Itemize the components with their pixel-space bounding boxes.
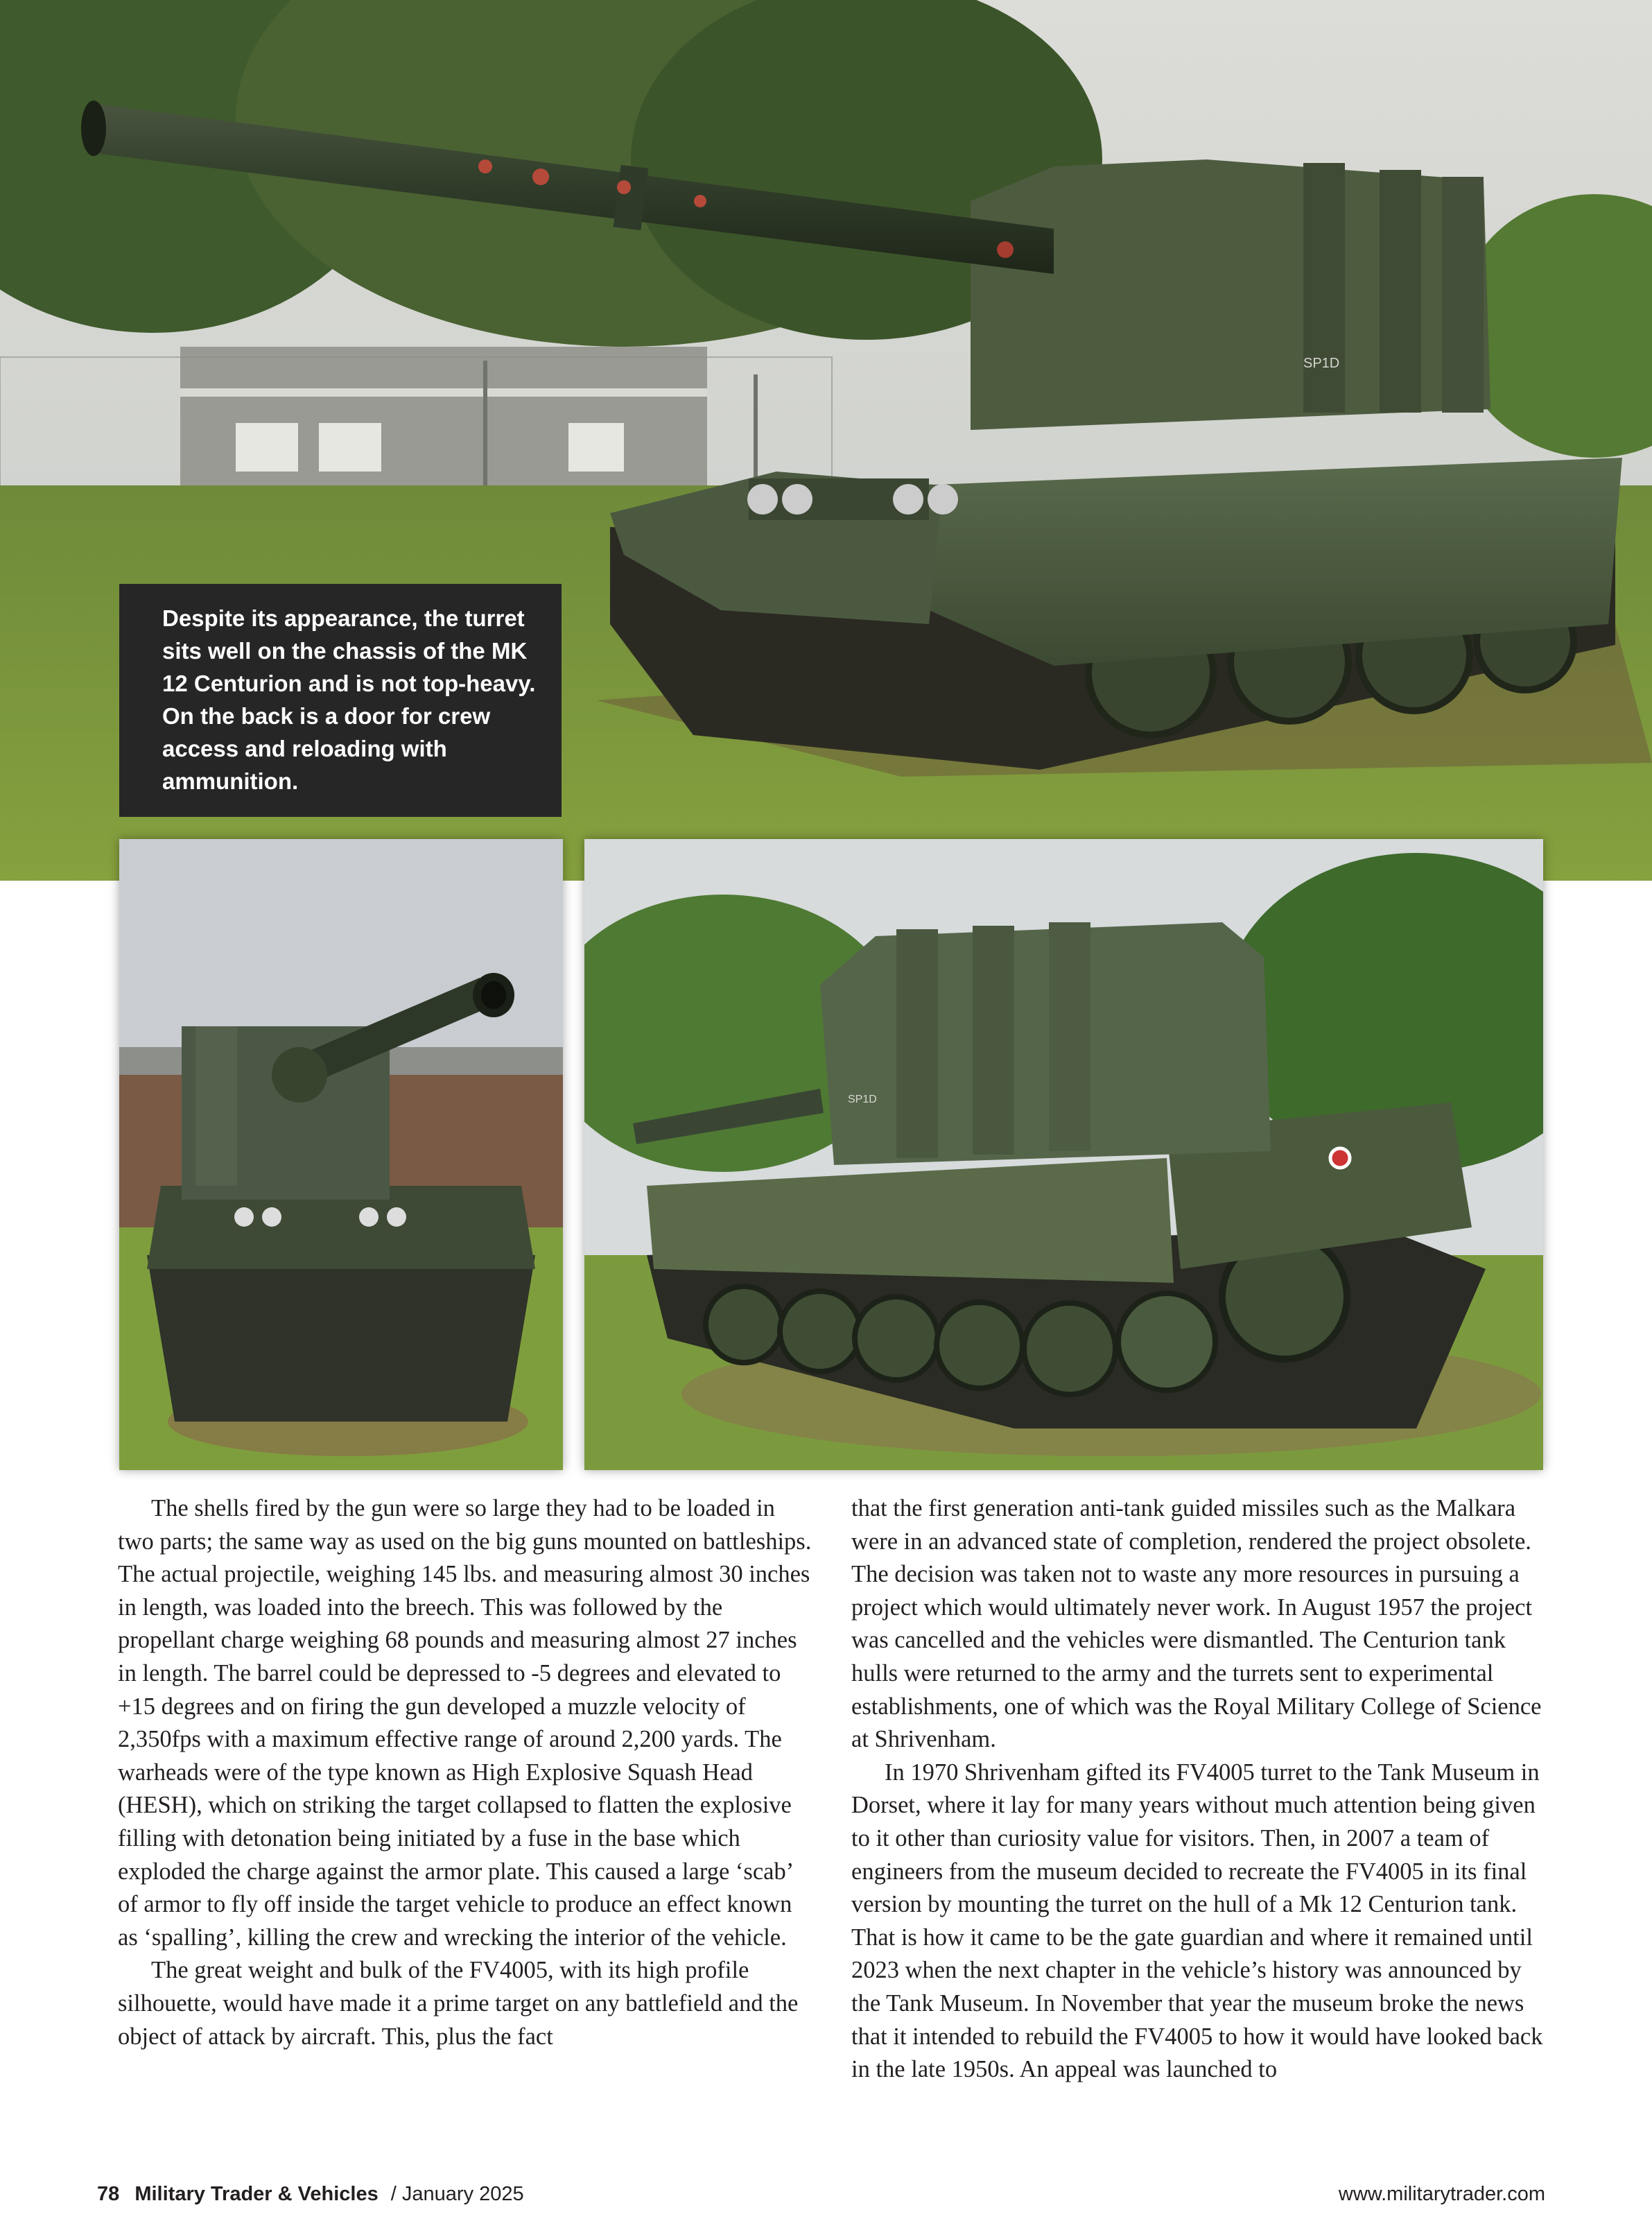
tank-side-photo <box>584 839 1543 1470</box>
website-link[interactable]: www.militarytrader.com <box>1338 2183 1545 2205</box>
article-column-left <box>118 1492 812 2053</box>
magazine-title: Military Trader & Vehicles <box>134 2183 379 2205</box>
article-column-right <box>851 1492 1546 2087</box>
tank-front-photo <box>119 839 563 1470</box>
article-paragraph: that the first generation anti-tank guided missiles such as the Malkara were in an advanced state of completion, rendered the project obsolete. The decision was taken not to waste any more resources in pursuing a project which would ultimately never work. In August 1957 the project was cancelled and the vehicles were dismantled. The Centurion tank hulls were returned to the army and the turrets sent to experimental establishments, one of which was the Royal Military College of Science at Shrivenham. <box>851 1495 1542 1753</box>
article-paragraph: In 1970 Shrivenham gifted its FV4005 turret to the Tank Museum in Dorset, where it lay for many years without much attention being given to it other than curiosity value for visitors. Then, in 2007 a team of engineers from the museum decided to recreate the FV4005 in its final version by mounting the turret on the hull of a Mk 12 Centurion tank. That is how it came to be the gate guardian and where it remained until 2023 when the next chapter in the vehicle’s history was announced by the Tank Museum. In November that year the museum broke the news that it intended to rebuild the FV4005 to how it would have looked back in the late 1950s. An appeal was launched to <box>851 1759 1543 2083</box>
svg-text:SP1D: SP1D <box>848 1094 877 1105</box>
svg-text:SP1D: SP1D <box>1303 356 1340 371</box>
photo-caption <box>119 584 562 817</box>
page-footer-left <box>97 2180 524 2208</box>
page-number: 78 <box>97 2183 120 2205</box>
article-paragraph: The shells fired by the gun were so large they had to be loaded in two parts; the same way as used on the big guns mounted on battleships. The actual projectile, weighing 145 lbs. and measuring almost 30 inches in length, was loaded into the breech. This was followed by the propellant charge weighing 68 pounds and measuring almost 27 inches in length. The barrel could be depressed to -5 degrees and elevated to +15 degrees and on firing the gun developed a muzzle velocity of 2,350fps with a maximum effective range of around 2,200 yards. The warheads were of the type known as High Explosive Squash Head (HESH), which on striking the target collapsed to flatten the explosive filling with detonation being initiated by a fuse in the base which exploded the charge against the armor plate. This caused a large ‘scab’ of armor to fly off inside the target vehicle to produce an effect known as ‘spalling’, killing the crew and wrecking the interior of the vehicle. <box>118 1495 812 1951</box>
tank-front-image <box>119 839 563 1470</box>
issue-date: / January 2025 <box>390 2183 524 2205</box>
caption-text: Despite its appearance, the turret sits well on the chassis of the MK 12 Centurion and is not top-heavy. On the back is a door for crew access and reloading with ammunition. <box>162 605 536 794</box>
article-paragraph: The great weight and bulk of the FV4005, with its high profile silhouette, would have made it a prime target on any battlefield and the object of attack by aircraft. This, plus the fact <box>118 1957 799 2050</box>
page-footer-right <box>1339 2180 1545 2208</box>
tank-side-image <box>584 839 1543 1470</box>
